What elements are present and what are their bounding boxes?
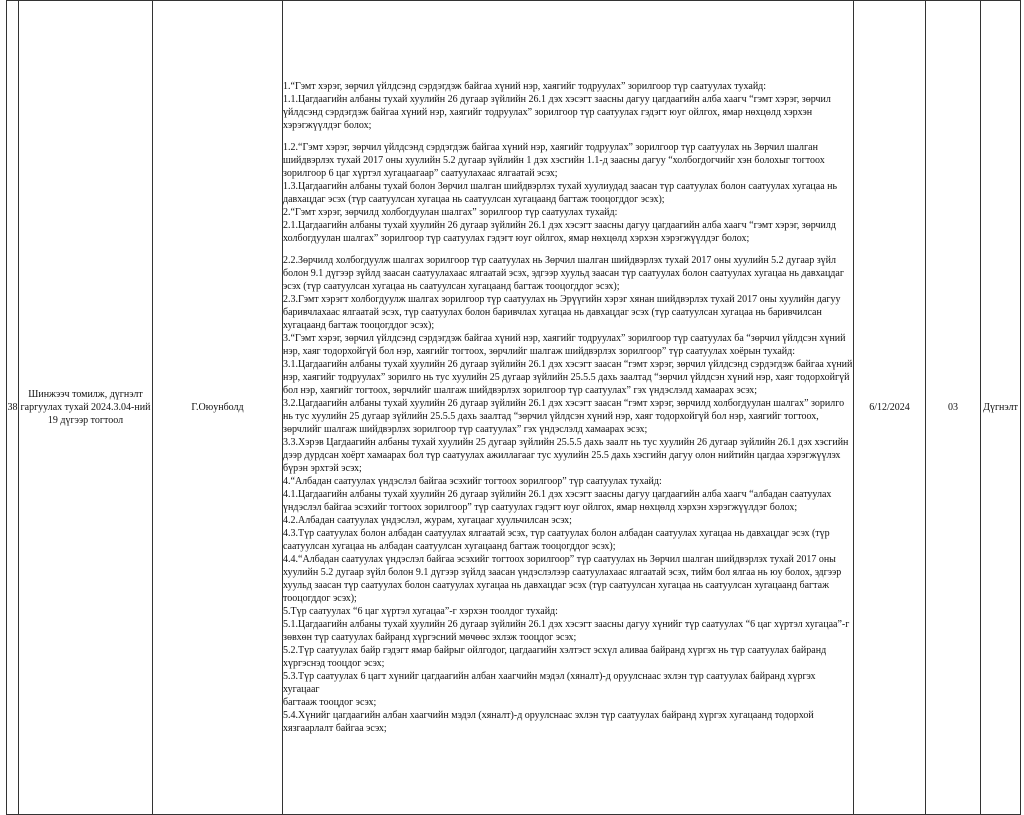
expert-name: Г.Оюунболд	[153, 1, 283, 815]
question-paragraph: 3.“Гэмт хэрэг, зөрчил үйлдсэнд сэрдэгдэж байгаа хүний нэр, хаягийг тодруулах” зорилгоор түр саатуулах ба “зөрчил үйлдсэн хүний нэр, хаяг тодорхойгүй бол нэр, хаягийг тогтоох, зөрчлийг шалгаж шийдвэрлэх зорилгоор” түр саатуулах хоёрын тухайд:	[283, 333, 848, 357]
paragraph-gap	[283, 245, 853, 254]
question-paragraph: 4.3.Түр саатуулах болон албадан саатуулах ялгаатай эсэх, түр саатуулах болон албадан саатуулах хугацаа нь давхацдаг эсэх (түр саатуулсан хугацаа нь албадан саатуулсан хугацаанд багтаж тооцогддог эсэх);	[283, 528, 833, 552]
question-paragraph: 2.2.Зөрчилд холбогдуулж шалгах зорилгоор түр саатуулах нь Зөрчил шалган шийдвэрлэх тухай 2017 оны хуулийн 5.2 дугаар зүйл болон 9.1 дүгээр зүйлд заасан саатуулахаас ялгаатай эсэх, эдгээр хуульд заасан түр саатуулах болон саатуулах хугацаа нь давхацдаг эсэх (түр саатуулсан хугацаа нь саатуулсан хугацаанд багтаж тооцогддог эсэх);	[283, 255, 847, 292]
table-row	[7, 1, 1021, 815]
register-table	[6, 0, 1021, 815]
status-cell	[981, 1, 1021, 815]
date-cell: 6/12/2024	[854, 1, 926, 815]
question-paragraph: багтааж тооцдог эсэх;	[283, 697, 377, 708]
question-paragraph: 5.Түр саатуулах “6 цаг хүртэл хугацаа”-г хэрхэн тоолдог тухайд:	[283, 606, 558, 617]
question-paragraph: 2.“Гэмт хэрэг, зөрчилд холбогдуулан шалгах” зорилгоор түр саатуулах тухайд:	[283, 207, 618, 218]
question-paragraph: 1.2.“Гэмт хэрэг, зөрчил үйлдсэнд сэрдэгдэж байгаа хүний нэр, хаягийг тодруулах” зорилгоор түр саатуулах нь Зөрчил шалган шийдвэрлэх тухай 2017 оны хуулийн 5.2 дугаар зүйлийн 1 дэх хэсгийн 1.1-д заасны дагуу “холбогдогчийг хэн болохыг тогтоох зорилгоор 6 цаг хүртэл хугацаагаар” саатуулахаас ялгаатай эсэх;	[283, 142, 828, 179]
questions-cell	[283, 1, 854, 815]
question-paragraph: 4.4.“Албадан саатуулах үндэслэл байгаа эсэхийг тогтоох зорилгоор” түр саатуулах нь Зөрчил шалган шийдвэрлэх тухай 2017 оны хуулийн 5.2 дугаар зүйл болон 9.1 дүгээр зүйлд заасан үндэслэлээр саатуулахаас ялгаатай эсэх, тийм бол ялгаа нь юу болох, эдгээр хуульд заасан түр саатуулах болон саатуулах хугацаа нь давхацдаг эсэх (түр саатуулсан хугацаа нь саатуулсан хугацаанд багтаж тооцогддог эсэх);	[283, 554, 844, 604]
question-paragraph: 5.4.Хүнийг цагдаагийн албан хаагчийн мэдэл (хяналт)-д оруулснаас эхлэн түр саатуулах байранд хүргэх хугацаанд тодорхой хязгаарлалт байгаа эсэх;	[283, 710, 817, 734]
status-text: Дүгнэлт	[983, 402, 1018, 413]
question-paragraph: 1.“Гэмт хэрэг, зөрчил үйлдсэнд сэрдэгдэж байгаа хүний нэр, хаягийг тодруулах” зорилгоор түр саатуулах тухайд:	[283, 81, 767, 92]
question-paragraph: 3.2.Цагдаагийн албаны тухай хуулийн 26 дугаар зүйлийн 26.1 дэх хэсэгт заасан “гэмт хэрэг, зөрчилд холбогдуулан шалгах” зорилго нь тус хуулийн 25 дугаар зүйлийн 25.5.5 дахь заалтад “зөрчил үйлдсэн хүний нэр, хаяг тодорхойгүй бол нэр, хаягийг тогтоох, зөрчлийг шалгаж шийдвэрлэх зорилгоор түр саатуулах” гэх үндэслэлд хамаарах эсэх;	[283, 398, 847, 435]
question-paragraph: 4.2.Албадан саатуулах үндэслэл, журам, хугацааг хуульчилсан эсэх;	[283, 515, 572, 526]
count-cell: 03	[926, 1, 981, 815]
resolution-title: Шинжээч томилж, дүгнэлт гаргуулах тухай 2024.3.04-ний 19 дүгээр тогтоол	[19, 1, 153, 815]
paragraph-gap	[283, 132, 853, 141]
question-paragraph: 4.1.Цагдаагийн албаны тухай хуулийн 26 дугаар зүйлийн 26.1 дэх хэсэгт заасны дагуу цагдаагийн алба хаагч “албадан саатуулах үндэслэл байгаа эсэхийг тогтоох зорилгоор” түр саатуулах гэдэгт юуг ойлгох, ямар нөхцөлд хэрхэн хэрэгжүүлдэг болох;	[283, 489, 834, 513]
questions-list	[283, 80, 853, 735]
question-paragraph: 3.1.Цагдаагийн албаны тухай хуулийн 26 дугаар зүйлийн 26.1 дэх хэсэгт заасан “гэмт хэрэг, зөрчил үйлдсэнд сэрдэгдэж байгаа хүний нэр, хаягийг тодруулах” зорилго нь тус хуулийн 25 дугаар зүйлийн 25.5.5 дахь заалтад “зөрчил үйлдсэн хүний нэр, хаяг тодорхойгүй бол нэр, хаягийг тогтоох, зөрчлийг шалгаж шийдвэрлэх зорилгоор түр саатуулах” гэх үндэслэлд хамаарах эсэх;	[283, 359, 855, 396]
question-paragraph: 3.3.Хэрэв Цагдаагийн албаны тухай хуулийн 25 дугаар зүйлийн 25.5.5 дахь заалт нь тус хуулийн 26 дугаар зүйлийн 26.1 дэх хэсгийн дээр дурдсан хоёрт хамаарах бол түр саатуулах ажиллагааг тус хуулийн 25.5 дахь хэсгийн дагуу олон нийтийн цагдаа хэрэгжүүлэх бүрэн эрхтэй эсэх;	[283, 437, 851, 474]
question-paragraph: 4.“Албадан саатуулах үндэслэл байгаа эсэхийг тогтоох зорилгоор” түр саатуулах тухайд:	[283, 476, 662, 487]
question-paragraph: 2.3.Гэмт хэрэгт холбогдуулж шалгах зорилгоор түр саатуулах нь Эрүүгийн хэрэг хянан шийдвэрлэх тухай 2017 оны хуулийн дагуу баривчлахаас ялгаатай эсэх, түр саатуулах болон баривчлах хугацаа нь давхацдаг эсэх (түр саатуулсан хугацаа нь баривчилсан хугацаанд багтаж тооцогддог эсэх);	[283, 294, 843, 331]
row-number: 38	[7, 1, 19, 815]
question-paragraph: 5.3.Түр саатуулах 6 цагт хүнийг цагдаагийн албан хаагчийн мэдэл (хяналт)-д оруулснаас эхлэн түр саатуулах байранд хүргэх хугацааг	[283, 671, 818, 695]
question-paragraph: 1.1.Цагдаагийн албаны тухай хуулийн 26 дугаар зүйлийн 26.1 дэх хэсэгт заасны дагуу цагдаагийн алба хаагч “гэмт хэрэг, зөрчил үйлдсэнд сэрдэгдэж байгаа хүний нэр, хаягийг тодруулах” зорилгоор түр саатуулах гэдэгт юуг ойлгох, ямар нөхцөлд хэрхэн хэрэгжүүлдэг болох;	[283, 94, 834, 131]
question-paragraph: 1.3.Цагдаагийн албаны тухай болон Зөрчил шалган шийдвэрлэх тухай хуулиудад заасан түр саатуулах болон саатуулах хугацаа нь давхацдаг эсэх (түр саатуулсан хугацаа нь саатуулсан хугацаанд багтаж тооцогддог эсэх);	[283, 181, 840, 205]
question-paragraph: 5.1.Цагдаагийн албаны тухай хуулийн 26 дугаар зүйлийн 26.1 дэх хэсэгт заасны дагуу хүнийг түр саатуулах “6 цаг хүртэл хугацаа”-г зөвхөн түр саатуулах байранд хүргэсний мөчөөс эхлэж тооцдог эсэх;	[283, 619, 852, 643]
question-paragraph: 5.2.Түр саатуулах байр гэдэгт ямар байрыг ойлгодог, цагдаагийн хэлтэст эсхүл аливаа байранд хүргэх нь түр саатуулах байранд хүргэснэд тооцдог эсэх;	[283, 645, 829, 669]
question-paragraph: 2.1.Цагдаагийн албаны тухай хуулийн 26 дугаар зүйлийн 26.1 дэх хэсэгт заасны дагуу цагдаагийн алба хаагч “гэмт хэрэг, зөрчилд холбогдуулан шалгах” зорилгоор түр саатуулах гэдэгт юуг ойлгох, ямар нөхцөлд хэрхэн хэрэгжүүлдэг болох;	[283, 220, 839, 244]
